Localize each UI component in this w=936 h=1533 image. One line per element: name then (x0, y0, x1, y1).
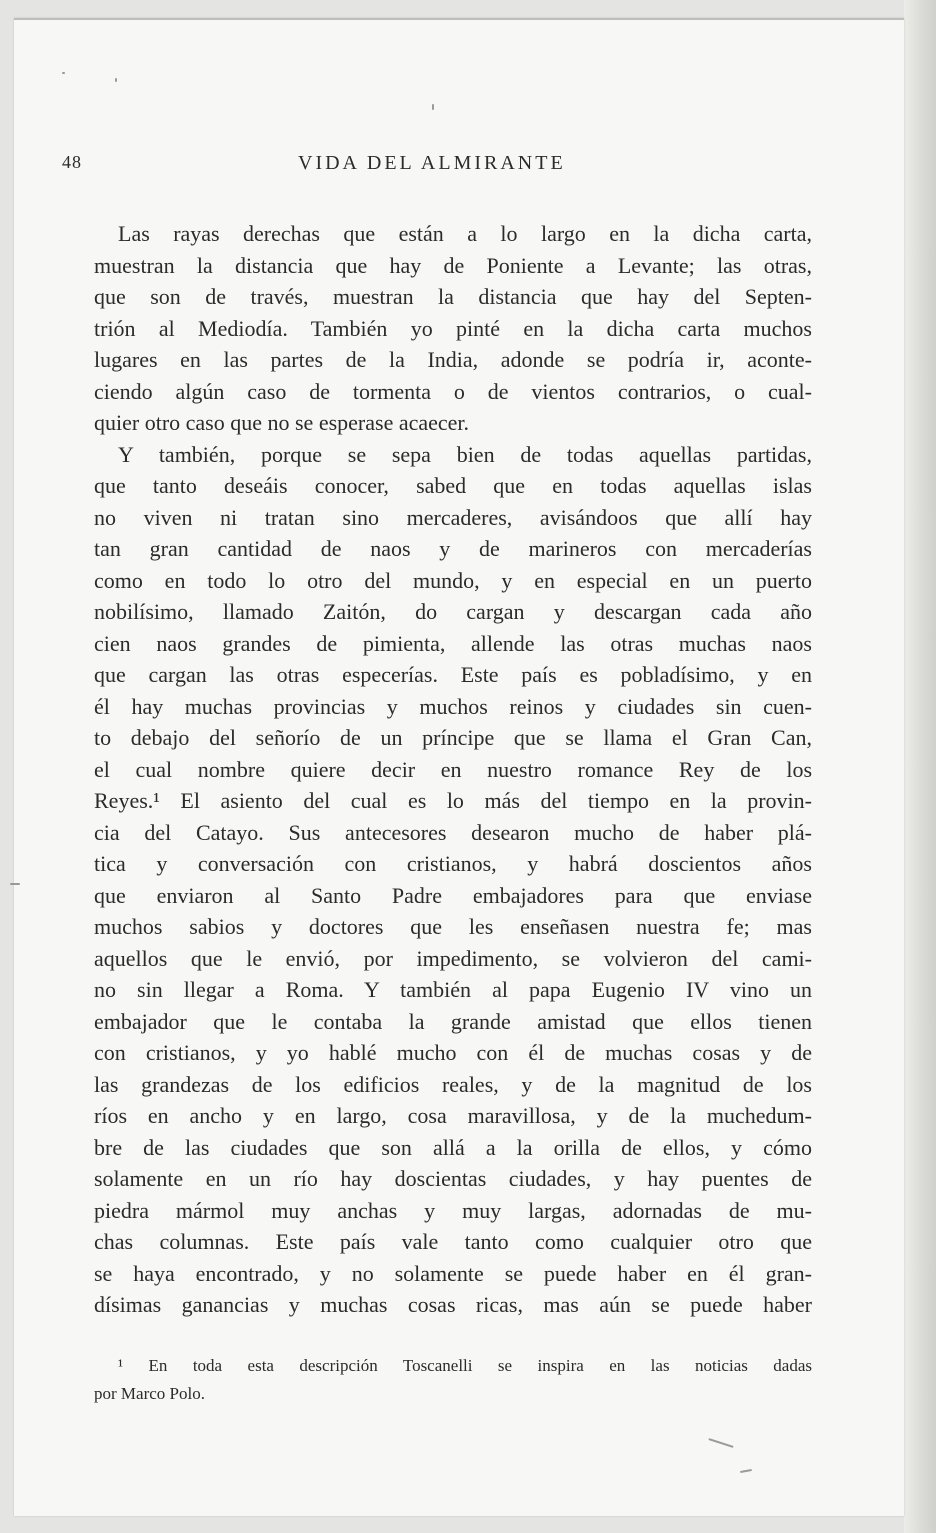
text-line: tica y conversación con cristianos, y habrá doscientos años (94, 851, 812, 876)
text-line: piedra mármol muy anchas y muy largas, adornadas de mu- (94, 1197, 812, 1223)
paper-speck (10, 883, 20, 885)
text-line: él hay muchas provincias y muchos reinos y ciudades sin cuen- (94, 693, 812, 719)
text-line: embajador que le contaba la grande amistad que ellos tienen (94, 1008, 812, 1034)
footnote-line: ¹ En toda esta descripción Toscanelli se inspira en las noticias dadas (118, 1356, 812, 1375)
footnote (94, 1352, 812, 1408)
text-line: Las rayas derechas que están a lo largo en la dicha carta, (118, 221, 812, 246)
text-line: cia del Catayo. Sus antecesores desearon mucho de haber plá- (94, 819, 812, 845)
text-line: muchos sabios y doctores que les enseñasen nuestra fe; mas (94, 914, 812, 939)
paper-speck (62, 72, 65, 74)
text-line: como en todo lo otro del mundo, y en especial en un puerto (94, 567, 812, 593)
paper-speck (115, 78, 117, 82)
text-line: que cargan las otras especerías. Este país es pobladísimo, y en (94, 662, 812, 687)
text-line: lugares en las partes de la India, adonde se podría ir, aconte- (94, 347, 812, 372)
text-line: se haya encontrado, y no solamente se puede haber en él gran- (94, 1260, 812, 1286)
text-line: dísimas ganancias y muchas cosas ricas, mas aún se puede haber (94, 1292, 812, 1317)
text-line: muestran la distancia que hay de Poniente a Levante; las otras, (94, 252, 812, 278)
text-line: cien naos grandes de pimienta, allende las otras muchas naos (94, 630, 812, 656)
paper-speck (432, 104, 434, 110)
running-head: VIDA DEL ALMIRANTE (298, 152, 566, 174)
text-line: que enviaron al Santo Padre embajadores para que enviase (94, 882, 812, 908)
text-line: aquellos que le envió, por impedimento, se volvieron del cami- (94, 945, 812, 971)
text-line: con cristianos, y yo hablé mucho con él de muchas cosas y de (94, 1040, 812, 1065)
text-line: no viven ni tratan sino mercaderes, avisándoos que allí hay (94, 504, 812, 530)
text-line: ríos en ancho y en largo, cosa maravillosa, y de la muchedum- (94, 1103, 812, 1128)
text-line: que son de través, muestran la distancia que hay del Septen- (94, 284, 812, 309)
text-line: que tanto deseáis conocer, sabed que en todas aquellas islas (94, 473, 812, 498)
text-line: trión al Mediodía. También yo pinté en la dicha carta muchos (94, 315, 812, 341)
text-line: las grandezas de los edificios reales, y de la magnitud de los (94, 1071, 812, 1097)
body-text (94, 218, 812, 1321)
text-line: ciendo algún caso de tormenta o de vientos contrarios, o cual- (94, 378, 812, 404)
page-top-edge (14, 18, 904, 20)
page-number: 48 (62, 152, 82, 172)
text-line: no sin llegar a Roma. Y también al papa Eugenio IV vino un (94, 977, 812, 1002)
text-line: chas columnas. Este país vale tanto como cualquier otro que (94, 1229, 812, 1254)
text-line: nobilísimo, llamado Zaitón, do cargan y descargan cada año (94, 599, 812, 624)
text-line: Reyes.¹ El asiento del cual es lo más del tiempo en la provin- (94, 788, 812, 813)
text-line: bre de las ciudades que son allá a la orilla de ellos, y cómo (94, 1134, 812, 1160)
text-line: Y también, porque se sepa bien de todas aquellas partidas, (118, 441, 812, 467)
text-line: solamente en un río hay doscientas ciudades, y hay puentes de (94, 1166, 812, 1191)
footnote-line: por Marco Polo. (94, 1384, 205, 1403)
text-line: quier otro caso que no se esperase acaecer. (94, 410, 470, 435)
scan-edge (904, 0, 936, 1533)
page-header (0, 152, 936, 182)
text-line: to debajo del señorío de un príncipe que se llama el Gran Can, (94, 725, 812, 750)
text-line: el cual nombre quiere decir en nuestro romance Rey de los (94, 756, 812, 782)
text-line: tan gran cantidad de naos y de marineros con mercaderías (94, 536, 812, 561)
